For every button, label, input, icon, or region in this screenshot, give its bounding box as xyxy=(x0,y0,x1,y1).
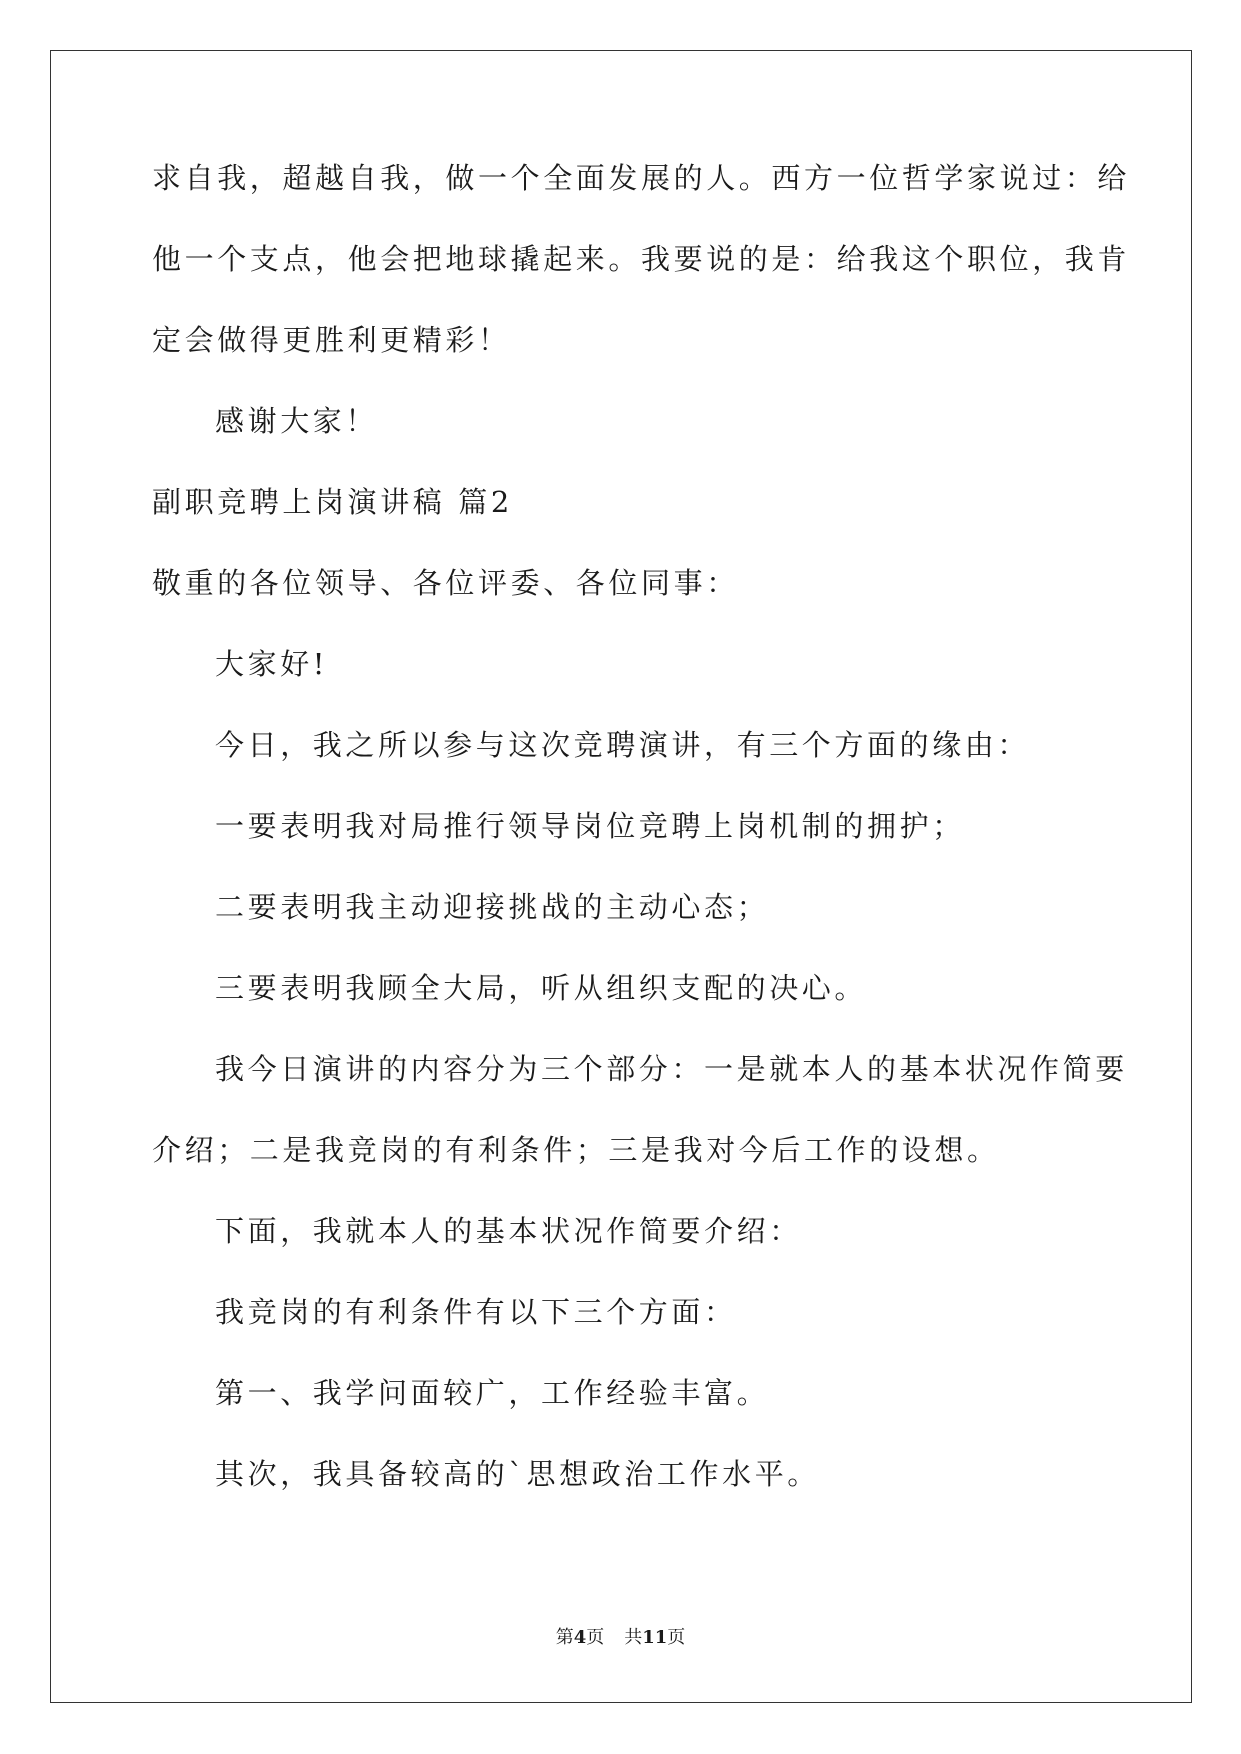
text-line: 求自我，超越自我，做一个全面发展的人。西方一位哲学家说过：给 xyxy=(152,161,1131,195)
document-body xyxy=(152,161,1131,1540)
text-line: 我竞岗的有利条件有以下三个方面： xyxy=(215,1295,737,1329)
page-suffix: 页 xyxy=(586,1627,605,1648)
text-line: 定会做得更胜利更精彩！ xyxy=(152,323,511,357)
text-line: 一要表明我对局推行领导岗位竞聘上岗机制的拥护； xyxy=(215,809,965,843)
text-line: 介绍；二是我竞岗的有利条件；三是我对今后工作的设想。 xyxy=(152,1133,1000,1167)
text-line: 他一个支点，他会把地球撬起来。我要说的是：给我这个职位，我肯 xyxy=(152,242,1131,276)
text-line: 下面，我就本人的基本状况作简要介绍： xyxy=(215,1214,802,1248)
total-prefix: 共 xyxy=(624,1627,643,1648)
page-prefix: 第 xyxy=(555,1627,574,1648)
text-line: 敬重的各位领导、各位评委、各位同事： xyxy=(152,566,739,600)
total-suffix: 页 xyxy=(667,1627,686,1648)
text-line: 大家好! xyxy=(215,647,329,681)
total-pages: 11 xyxy=(642,1627,668,1648)
section-heading: 副职竞聘上岗演讲稿 篇2 xyxy=(152,485,513,519)
text-line: 今日，我之所以参与这次竞聘演讲，有三个方面的缘由： xyxy=(215,728,1031,762)
text-line: 第一、我学问面较广，工作经验丰富。 xyxy=(215,1376,770,1410)
text-line: 感谢大家！ xyxy=(215,404,379,438)
page-footer xyxy=(0,1628,1241,1648)
page-number: 4 xyxy=(573,1627,587,1648)
text-line: 二要表明我主动迎接挑战的主动心态； xyxy=(215,890,770,924)
text-line: 三要表明我顾全大局，听从组织支配的决心。 xyxy=(215,971,868,1005)
text-line: 其次，我具备较高的`思想政治工作水平。 xyxy=(215,1457,820,1491)
text-line: 我今日演讲的内容分为三个部分：一是就本人的基本状况作简要 xyxy=(215,1052,1128,1086)
